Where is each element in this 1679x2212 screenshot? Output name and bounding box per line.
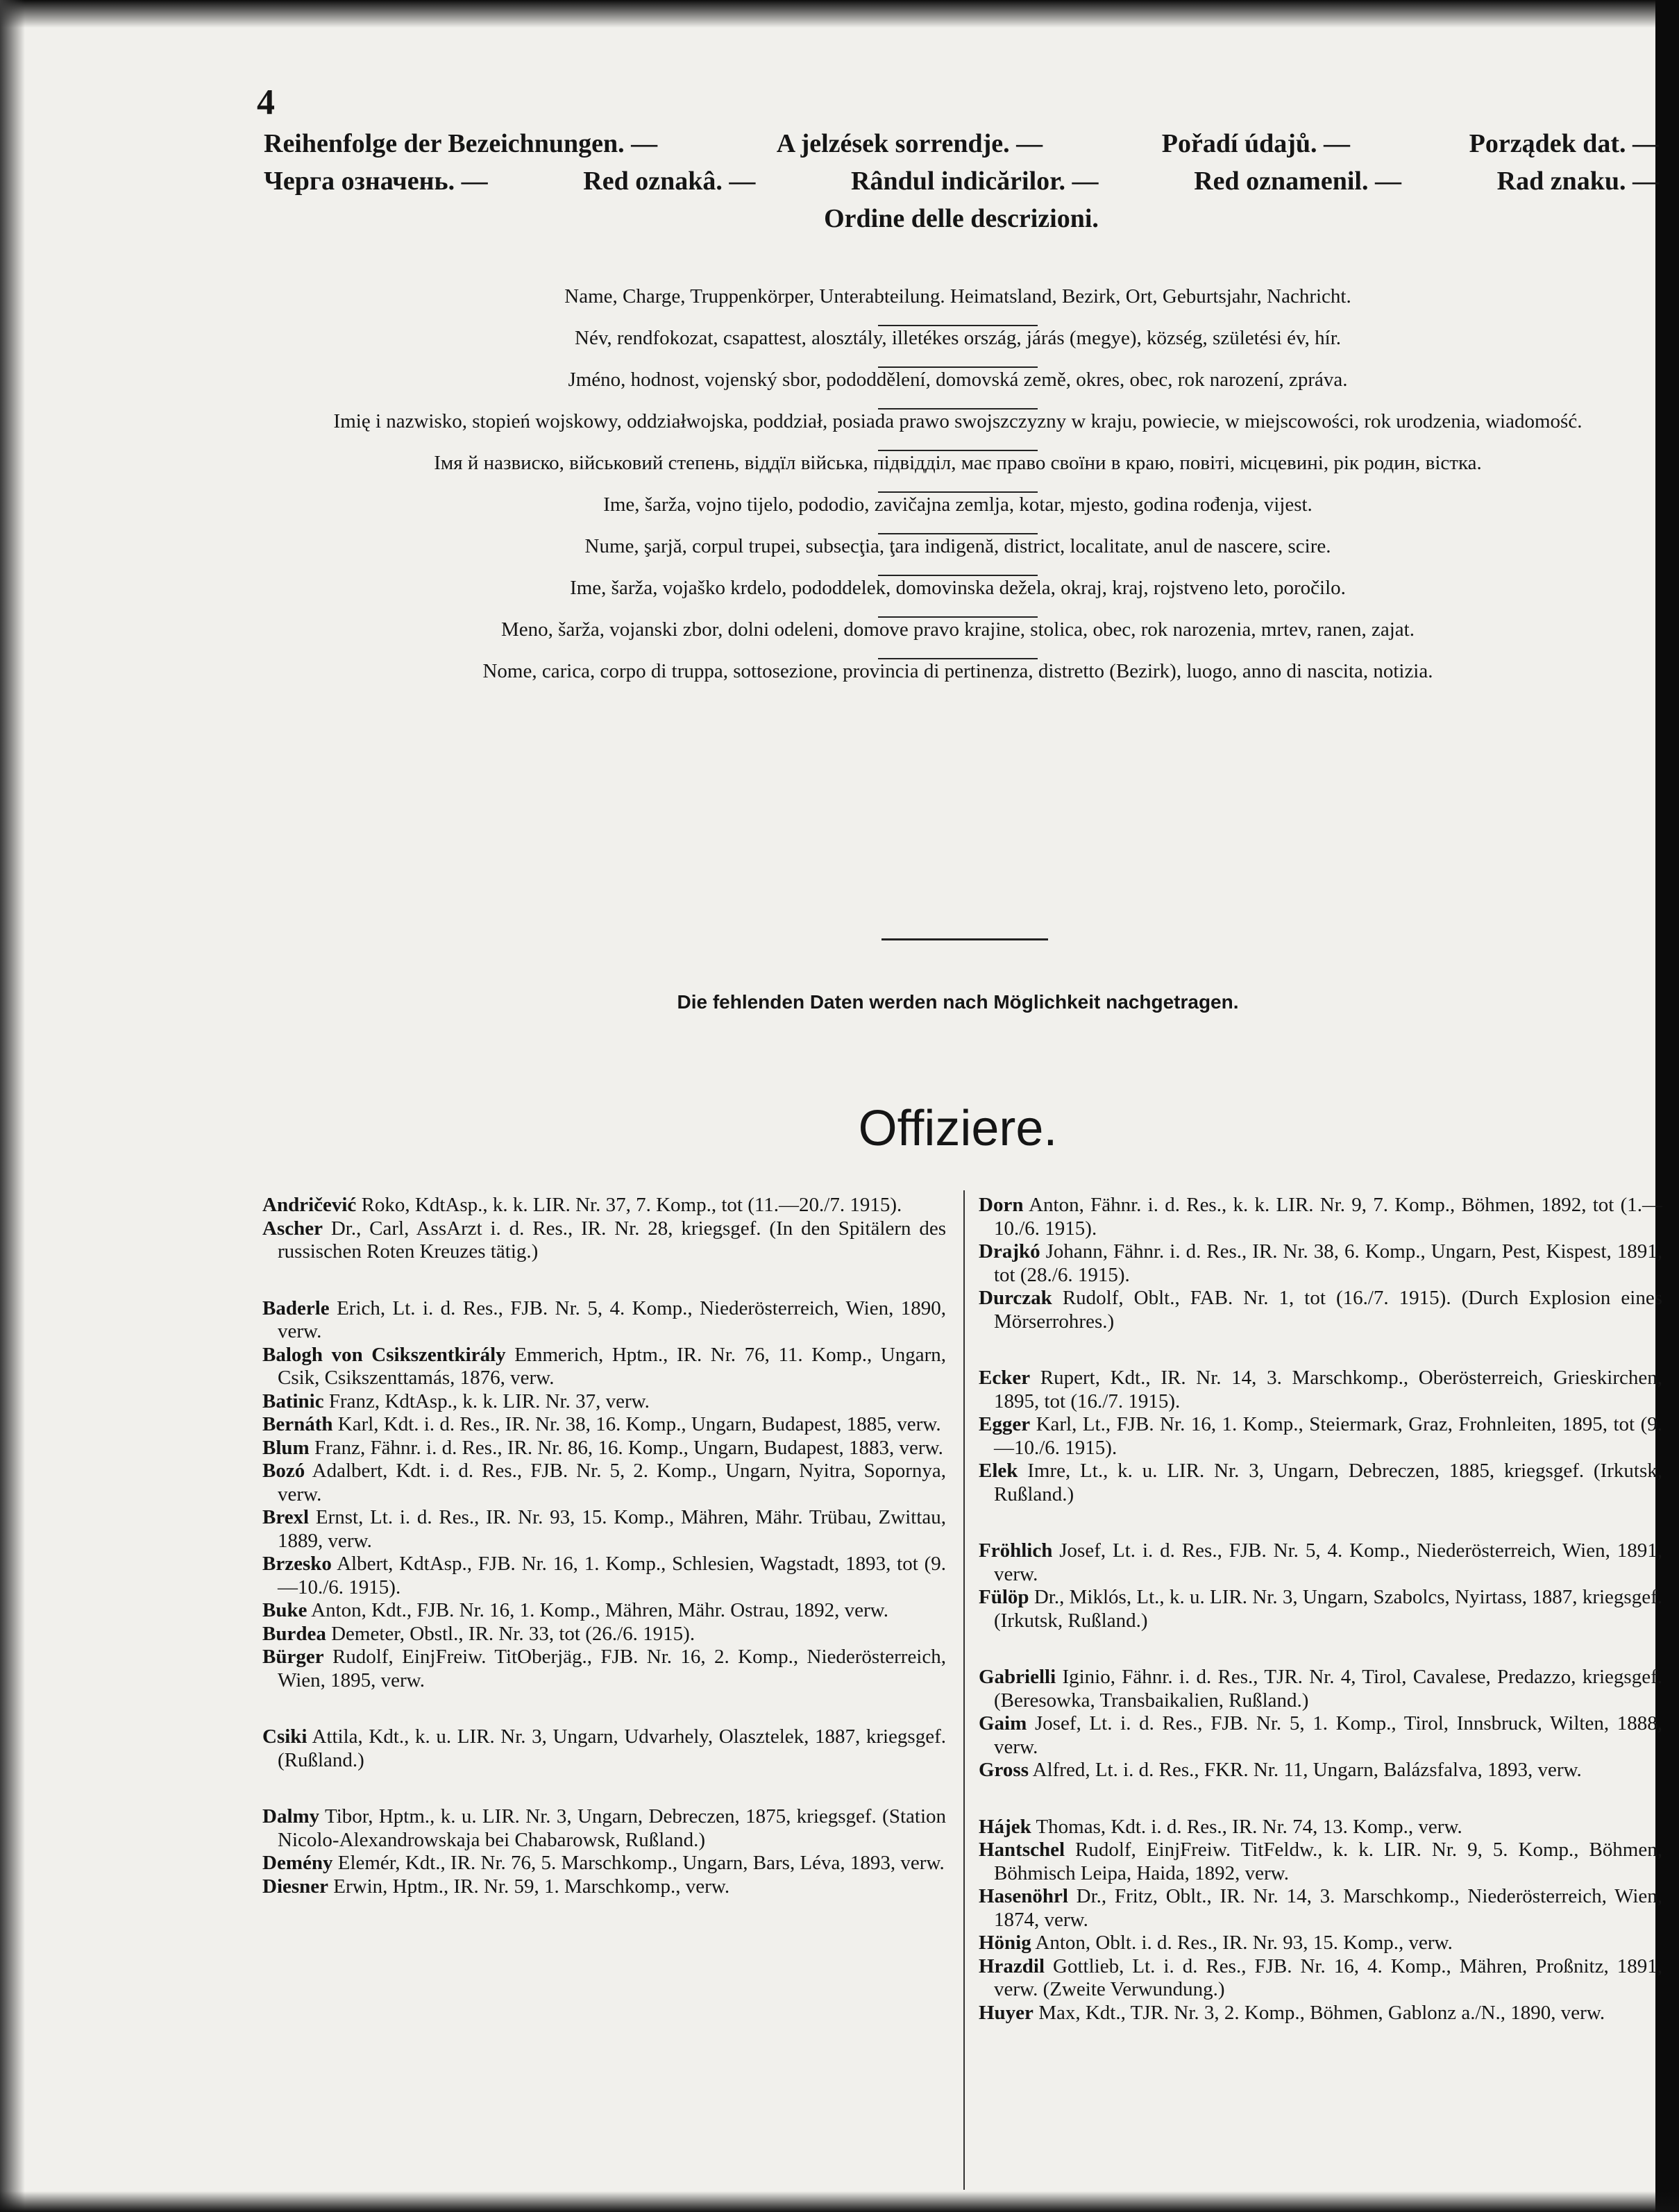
officer-details: Rudolf, EinjFreiw. TitOberjäg., FJB. Nr. 16, 2. Komp., Niederösterreich, Wien, 1895, verw. — [278, 1646, 946, 1691]
officer-surname: Brexl — [262, 1506, 310, 1528]
officer-surname: Brzesko — [262, 1553, 332, 1575]
heading-line — [264, 162, 1659, 200]
legend-entry: Імя й назвиско, військовий степень, віддїл війська, підвідділ, має право своїни в краю, повіті, місцевині, рік родин, вістка. — [434, 452, 1482, 474]
officer-details: Demeter, Obstl., IR. Nr. 33, tot (26./6. 1915). — [326, 1622, 695, 1645]
section-title: Offiziere. — [858, 1101, 1058, 1156]
officer-entry — [262, 1852, 946, 1875]
heading-fragment: Ordine delle descrizioni. — [824, 204, 1099, 233]
heading-fragment: A jelzések sorrendje. — — [776, 129, 1043, 158]
officer-surname: Hönig — [979, 1932, 1031, 1954]
officer-details: Johann, Fähnr. i. d. Res., IR. Nr. 38, 6. Komp., Ungarn, Pest, Kispest, 1891, tot (28./6. 1915). — [994, 1240, 1662, 1286]
legend-entry: Jméno, hodnost, vojenský sbor, pododdělení, domovská země, okres, obec, rok narození, zpráva. — [568, 369, 1348, 391]
officer-details: Attila, Kdt., k. u. LIR. Nr. 3, Ungarn, Udvarhely, Olasztelek, 1887, kriegsgef. (Rußland.) — [278, 1725, 946, 1771]
legend-entry: Meno, šarža, vojanski zbor, dolni odeleni, domove pravo krajine, stolica, obec, rok narozenia, mrtev, ranen, zajat. — [501, 618, 1415, 641]
officer-surname: Ecker — [979, 1367, 1031, 1389]
officer-details: Alfred, Lt. i. d. Res., FKR. Nr. 11, Ungarn, Balázsfalva, 1893, verw. — [1028, 1759, 1582, 1781]
officer-details: Dr., Carl, AssArzt i. d. Res., IR. Nr. 28, kriegsgef. (In den Spitälern des russischen Roten Kreuzes tätig.) — [278, 1217, 946, 1263]
heading-fragment: Pořadí údajů. — — [1161, 129, 1351, 158]
officer-details: Gottlieb, Lt. i. d. Res., FJB. Nr. 16, 4. Komp., Mähren, Proßnitz, 1891, verw. (Zweite Verwundung.) — [994, 1955, 1662, 2000]
officer-surname: Csiki — [262, 1725, 307, 1748]
officer-list-right-column — [979, 1194, 1662, 2025]
order-heading — [264, 125, 1659, 237]
officer-surname: Bürger — [262, 1646, 324, 1668]
officer-entry — [262, 1390, 946, 1414]
officer-surname: Durczak — [979, 1287, 1052, 1309]
officer-entry — [979, 1287, 1662, 1333]
officer-entry — [979, 1460, 1662, 1506]
column-divider — [963, 1190, 965, 2190]
officer-surname: Bernáth — [262, 1413, 333, 1435]
heading-fragment: Черга означень. — — [264, 167, 488, 196]
heading-line — [264, 200, 1659, 237]
officer-details: Rudolf, Oblt., FAB. Nr. 1, tot (16./7. 1915). (Durch Explosion eines Mörserrohres.) — [994, 1287, 1662, 1333]
officer-entry — [979, 1885, 1662, 1932]
officer-details: Rudolf, EinjFreiw. TitFeldw., k. k. LIR. Nr. 9, 5. Komp., Böhmen, Böhmisch Leipa, Haida, 1892, verw. — [994, 1839, 1662, 1884]
officer-details: Thomas, Kdt. i. d. Res., IR. Nr. 74, 13. Komp., verw. — [1031, 1815, 1462, 1838]
officer-surname: Bozó — [262, 1460, 305, 1482]
officer-entry — [979, 1539, 1662, 1586]
officer-surname: Gaim — [979, 1712, 1027, 1734]
scan-edge-top — [0, 0, 1679, 28]
page-number: 4 — [257, 83, 275, 122]
legend-entry: Ime, šarža, vojaško krdelo, pododdelek, domovinska dežela, okraj, kraj, rojstveno leto, poročilo. — [570, 577, 1346, 599]
field-legend — [257, 285, 1659, 683]
officer-entry — [262, 1217, 946, 1264]
officer-surname: Demény — [262, 1852, 333, 1874]
legend-entry: Nume, şarjă, corpul trupei, subsecţia, ţara indigenă, district, localitate, anul de nascere, scire. — [584, 535, 1331, 557]
officer-surname: Gabrielli — [979, 1666, 1056, 1688]
officer-entry — [979, 1194, 1662, 1240]
officer-entry — [262, 1875, 946, 1899]
officer-details: Dr., Miklós, Lt., k. u. LIR. Nr. 3, Ungarn, Szabolcs, Nyirtass, 1887, kriegsgef. (Irkutsk, Rußland.) — [994, 1586, 1662, 1632]
officer-details: Rupert, Kdt., IR. Nr. 14, 3. Marschkomp., Oberösterreich, Grieskirchen, 1895, tot (16./7. 1915). — [994, 1367, 1662, 1412]
officer-surname: Drajkó — [979, 1240, 1040, 1263]
officer-details: Albert, KdtAsp., FJB. Nr. 16, 1. Komp., Schlesien, Wagstadt, 1893, tot (9.—10./6. 1915). — [278, 1553, 946, 1598]
officer-entry — [262, 1805, 946, 1852]
officer-entry — [979, 1367, 1662, 1413]
officer-surname: Balogh von Csikszentkirály — [262, 1343, 506, 1366]
officer-entry — [262, 1599, 946, 1623]
heading-fragment: Red oznakâ. — — [583, 167, 756, 196]
officer-entry — [262, 1437, 946, 1460]
officer-details: Imre, Lt., k. u. LIR. Nr. 3, Ungarn, Debreczen, 1885, kriegsgef. (Irkutsk, Rußland.) — [994, 1460, 1662, 1505]
legend-entry: Nome, carica, corpo di truppa, sottosezione, provincia di pertinenza, distretto (Bezirk), luogo, anno di nascita, notizia. — [482, 660, 1433, 682]
officer-surname: Baderle — [262, 1297, 330, 1319]
legend-entry: Ime, šarža, vojno tijelo, pododio, zavičajna zemlja, kotar, mjesto, godina rođenja, vijest. — [603, 493, 1313, 516]
section-divider — [881, 938, 1048, 940]
officer-surname: Dorn — [979, 1194, 1024, 1216]
officer-details: Karl, Lt., FJB. Nr. 16, 1. Komp., Steiermark, Graz, Frohnleiten, 1895, tot (9.—10./6. 1915). — [994, 1413, 1662, 1459]
officer-surname: Gross — [979, 1759, 1029, 1781]
officer-surname: Burdea — [262, 1622, 326, 1645]
officer-entry — [979, 1240, 1662, 1287]
officer-details: Adalbert, Kdt. i. d. Res., FJB. Nr. 5, 2. Komp., Ungarn, Nyitra, Sopornya, verw. — [278, 1460, 946, 1505]
officer-surname: Diesner — [262, 1875, 329, 1898]
legend-entry: Név, rendfokozat, csapattest, alosztály, illetékes ország, járás (megye), község, születési év, hír. — [575, 327, 1341, 349]
officer-entry — [979, 1816, 1662, 1839]
officer-details: Karl, Kdt. i. d. Res., IR. Nr. 38, 16. Komp., Ungarn, Budapest, 1885, verw. — [332, 1413, 941, 1435]
officer-surname: Dalmy — [262, 1805, 320, 1827]
officer-details: Anton, Oblt. i. d. Res., IR. Nr. 93, 15. Komp., verw. — [1031, 1932, 1453, 1954]
officer-entry — [262, 1506, 946, 1553]
officer-surname: Elek — [979, 1460, 1018, 1482]
heading-fragment: Porządek dat. — — [1469, 129, 1659, 158]
officer-details: Franz, Fähnr. i. d. Res., IR. Nr. 86, 16. Komp., Ungarn, Budapest, 1883, verw. — [309, 1436, 943, 1459]
officer-entry — [979, 1666, 1662, 1712]
officer-entry — [979, 1413, 1662, 1460]
officer-surname: Andričević — [262, 1194, 357, 1216]
officer-surname: Egger — [979, 1413, 1031, 1435]
heading-fragment: Rândul indicărilor. — — [851, 167, 1099, 196]
officer-surname: Ascher — [262, 1217, 323, 1240]
officer-entry — [979, 1586, 1662, 1632]
officer-surname: Huyer — [979, 2001, 1033, 2024]
officer-details: Erwin, Hptm., IR. Nr. 59, 1. Marschkomp., verw. — [328, 1875, 730, 1898]
officer-surname: Hrazdil — [979, 1955, 1045, 1977]
officer-details: Roko, KdtAsp., k. k. LIR. Nr. 37, 7. Komp., tot (11.—20./7. 1915). — [356, 1194, 902, 1216]
footnote: Die fehlenden Daten werden nach Möglichkeit nachgetragen. — [677, 991, 1239, 1013]
officer-entry — [262, 1553, 946, 1599]
officer-list-left-column — [262, 1194, 946, 1898]
officer-details: Tibor, Hptm., k. u. LIR. Nr. 3, Ungarn, Debreczen, 1875, kriegsgef. (Station Nicolo-Alexandrowskaja bei Chabarowsk, Rußland.) — [278, 1805, 946, 1851]
officer-details: Josef, Lt. i. d. Res., FJB. Nr. 5, 4. Komp., Niederösterreich, Wien, 1891, verw. — [994, 1539, 1662, 1585]
officer-entry — [979, 1839, 1662, 1885]
officer-details: Anton, Kdt., FJB. Nr. 16, 1. Komp., Mähren, Mähr. Ostrau, 1892, verw. — [307, 1599, 888, 1621]
heading-fragment: Reihenfolge der Bezeichnungen. — — [264, 129, 658, 158]
heading-line — [264, 125, 1659, 162]
officer-details: Anton, Fähnr. i. d. Res., k. k. LIR. Nr. 9, 7. Komp., Böhmen, 1892, tot (1.—10./6. 1915). — [994, 1194, 1662, 1240]
officer-surname: Batinic — [262, 1390, 324, 1412]
officer-entry — [979, 2002, 1662, 2025]
scan-edge-left — [0, 0, 25, 2212]
officer-entry — [262, 1646, 946, 1692]
officer-entry — [262, 1413, 946, 1437]
officer-details: Elemér, Kdt., IR. Nr. 76, 5. Marschkomp., Ungarn, Bars, Léva, 1893, verw. — [332, 1852, 945, 1874]
officer-entry — [979, 1955, 1662, 2002]
officer-surname: Hasenöhrl — [979, 1885, 1068, 1907]
officer-details: Max, Kdt., TJR. Nr. 3, 2. Komp., Böhmen, Gablonz a./N., 1890, verw. — [1033, 2001, 1605, 2024]
officer-details: Dr., Fritz, Oblt., IR. Nr. 14, 3. Marschkomp., Niederösterreich, Wien, 1874, verw. — [994, 1885, 1662, 1931]
officer-details: Erich, Lt. i. d. Res., FJB. Nr. 5, 4. Komp., Niederösterreich, Wien, 1890, verw. — [278, 1297, 946, 1342]
heading-fragment: Rad znaku. — — [1496, 167, 1659, 196]
heading-fragment: Red oznamenil. — — [1194, 167, 1401, 196]
officer-entry — [262, 1623, 946, 1646]
officer-surname: Blum — [262, 1436, 310, 1459]
scan-edge-bottom — [0, 2191, 1679, 2212]
officer-details: Franz, KdtAsp., k. k. LIR. Nr. 37, verw. — [323, 1390, 650, 1412]
officer-surname: Hantschel — [979, 1839, 1065, 1861]
officer-details: Iginio, Fähnr. i. d. Res., TJR. Nr. 4, Tirol, Cavalese, Predazzo, kriegsgef. (Beresowka, Transbaikalien, Rußland.) — [994, 1666, 1662, 1712]
officer-entry — [262, 1297, 946, 1344]
officer-entry — [979, 1759, 1662, 1782]
officer-entry — [262, 1344, 946, 1390]
officer-entry — [979, 1932, 1662, 1955]
officer-surname: Hájek — [979, 1815, 1031, 1838]
officer-entry — [979, 1712, 1662, 1759]
officer-entry — [262, 1460, 946, 1506]
officer-entry — [262, 1725, 946, 1772]
legend-entry: Name, Charge, Truppenkörper, Unterabteilung. Heimatsland, Bezirk, Ort, Geburtsjahr, Nachricht. — [564, 285, 1351, 307]
officer-surname: Fröhlich — [979, 1539, 1053, 1562]
officer-details: Ernst, Lt. i. d. Res., IR. Nr. 93, 15. Komp., Mähren, Mähr. Trübau, Zwittau, 1889, verw. — [278, 1506, 946, 1552]
officer-surname: Buke — [262, 1599, 307, 1621]
officer-surname: Fülöp — [979, 1586, 1029, 1608]
officer-details: Josef, Lt. i. d. Res., FJB. Nr. 5, 1. Komp., Tirol, Innsbruck, Wilten, 1888, verw. — [994, 1712, 1662, 1758]
officer-entry — [262, 1194, 946, 1217]
legend-entry: Imię i nazwisko, stopień wojskowy, oddziałwojska, poddział, posiada prawo swojszczyzny w kraju, powiecie, w miejscowości, rok urodzenia, wiadomość. — [333, 410, 1583, 432]
officer-details: Emmerich, Hptm., IR. Nr. 76, 11. Komp., Ungarn, Csik, Csikszenttamás, 1876, verw. — [278, 1343, 946, 1389]
